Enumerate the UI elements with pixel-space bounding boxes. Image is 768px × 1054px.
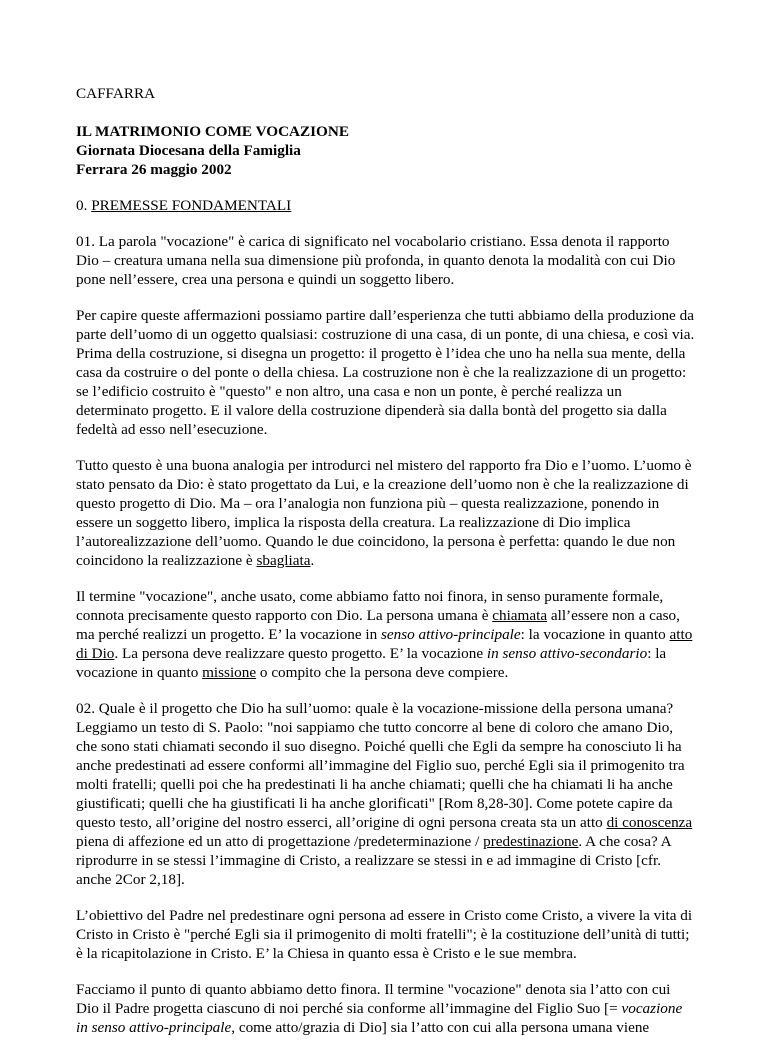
document-subtitle: Giornata Diocesana della Famiglia <box>76 142 301 159</box>
document-place-date: Ferrara 26 maggio 2002 <box>76 161 232 178</box>
paragraph-analogy: Per capire queste affermazioni possiamo partire dall’esperienza che tutti abbiamo della produzione da parte dell’uomo di un oggetto qualsiasi: costruzione di una casa, di un ponte, di una chiesa, e così via. Prima della costruzione, si disegna un progetto: il progetto è l’idea che uno ha nella sua mente, della casa da costruire o del ponte o della chiesa. La costruzione non è che la realizzazione di un progetto: se l’edificio costruito è "questo" e non altro, una casa e non un ponte, è perché realizza un determinato progetto. E il valore della costruzione dipenderà sia dalla bontà del progetto sia dalla fedeltà ad esso nell’esecuzione. <box>76 307 695 438</box>
paragraph-02: 02. Quale è il progetto che Dio ha sull’uomo: quale è la vocazione-missione della persona umana? Leggiamo un testo di S. Paolo: "noi sappiamo che tutto concorre al bene di coloro che amano Dio, che sono stati chiamati secondo il suo disegno. Poiché quelli che Egli da sempre ha conosciuto li ha anche predestinati ad essere conformi all’immagine del Figlio suo, perché Egli sia il primogenito tra molti fratelli; quelli poi che ha predestinati li ha anche chiamati; quelli che ha chiamati li ha anche giustificati; quelli che ha giustificati li ha anche glorificati" [Rom 8,28-30]. Come potete capire da questo testo, all’origine del nostro esserci, all’origine di ogni persona creata sta un atto di conoscenza piena di affezione ed un atto di progettazione /predeterminazione / predestinazione. A che cosa? A riprodurre in se stessi l’immagine di Cristo, a realizzare se stessi in e ad immagine di Cristo [cfr. anche 2Cor 2,18]. <box>76 700 693 888</box>
section-number: 0. <box>76 197 88 214</box>
section-title: PREMESSE FONDAMENTALI <box>91 197 292 214</box>
document-heading <box>76 122 696 179</box>
paragraph-01: 01. La parola "vocazione" è carica di significato nel vocabolario cristiano. Essa denota il rapporto Dio – creatura umana nella sua dimensione più profonda, in quanto denota la modalità con cui Dio pone nell’essere, crea una persona e quindi un soggetto libero. <box>76 233 676 288</box>
paragraph-mystery: Tutto questo è una buona analogia per introdurci nel mistero del rapporto fra Dio e l’uomo. L’uomo è stato pensato da Dio: è stato progettato da Lui, e la creazione dell’uomo non è che la realizzazione di questo progetto di Dio. Ma – ora l’analogia non funziona più – questa realizzazione, ponendo in essere un soggetto libero, implica la risposta della creatura. La realizzazione di Dio implica l’autorealizzazione dell’uomo. Quando le due coincidono, la persona è perfetta: quando le due non coincidono la realizzazione è sbagliata. <box>76 457 692 569</box>
document-title: IL MATRIMONIO COME VOCAZIONE <box>76 123 349 140</box>
paragraph-vocation-term: Il termine "vocazione", anche usato, come abbiamo fatto noi finora, in senso puramente formale, connota precisamente questo rapporto con Dio. La persona umana è chiamata all’essere non a caso, ma perché realizzi un progetto. E’ la vocazione in senso attivo-principale: la vocazione in quanto atto di Dio. La persona deve realizzare questo progetto. E’ la vocazione in senso attivo-secondario: la vocazione in quanto missione o compito che la persona deve compiere. <box>76 588 693 681</box>
paragraph-father-objective: L’obiettivo del Padre nel predestinare ogni persona ad essere in Cristo come Cristo, a vivere la vita di Cristo in Cristo è "perché Egli sia il primogenito di molti fratelli"; è la costituzione dell’unità di tutti; è la ricapitolazione in Cristo. E’ la Chiesa in quanto essa è Cristo e le sue membra. <box>76 907 693 962</box>
document-page <box>76 84 696 1054</box>
author-name: CAFFARRA <box>76 85 156 102</box>
section-heading <box>76 196 696 215</box>
paragraph-summary: Facciamo il punto di quanto abbiamo detto finora. Il termine "vocazione" denota sia l’atto con cui Dio il Padre progetta ciascuno di noi perché sia conforme all’immagine del Figlio Suo [= vocazione in senso attivo-principale, come atto/grazia di Dio] sia l’atto con cui alla persona umana viene <box>76 981 683 1036</box>
